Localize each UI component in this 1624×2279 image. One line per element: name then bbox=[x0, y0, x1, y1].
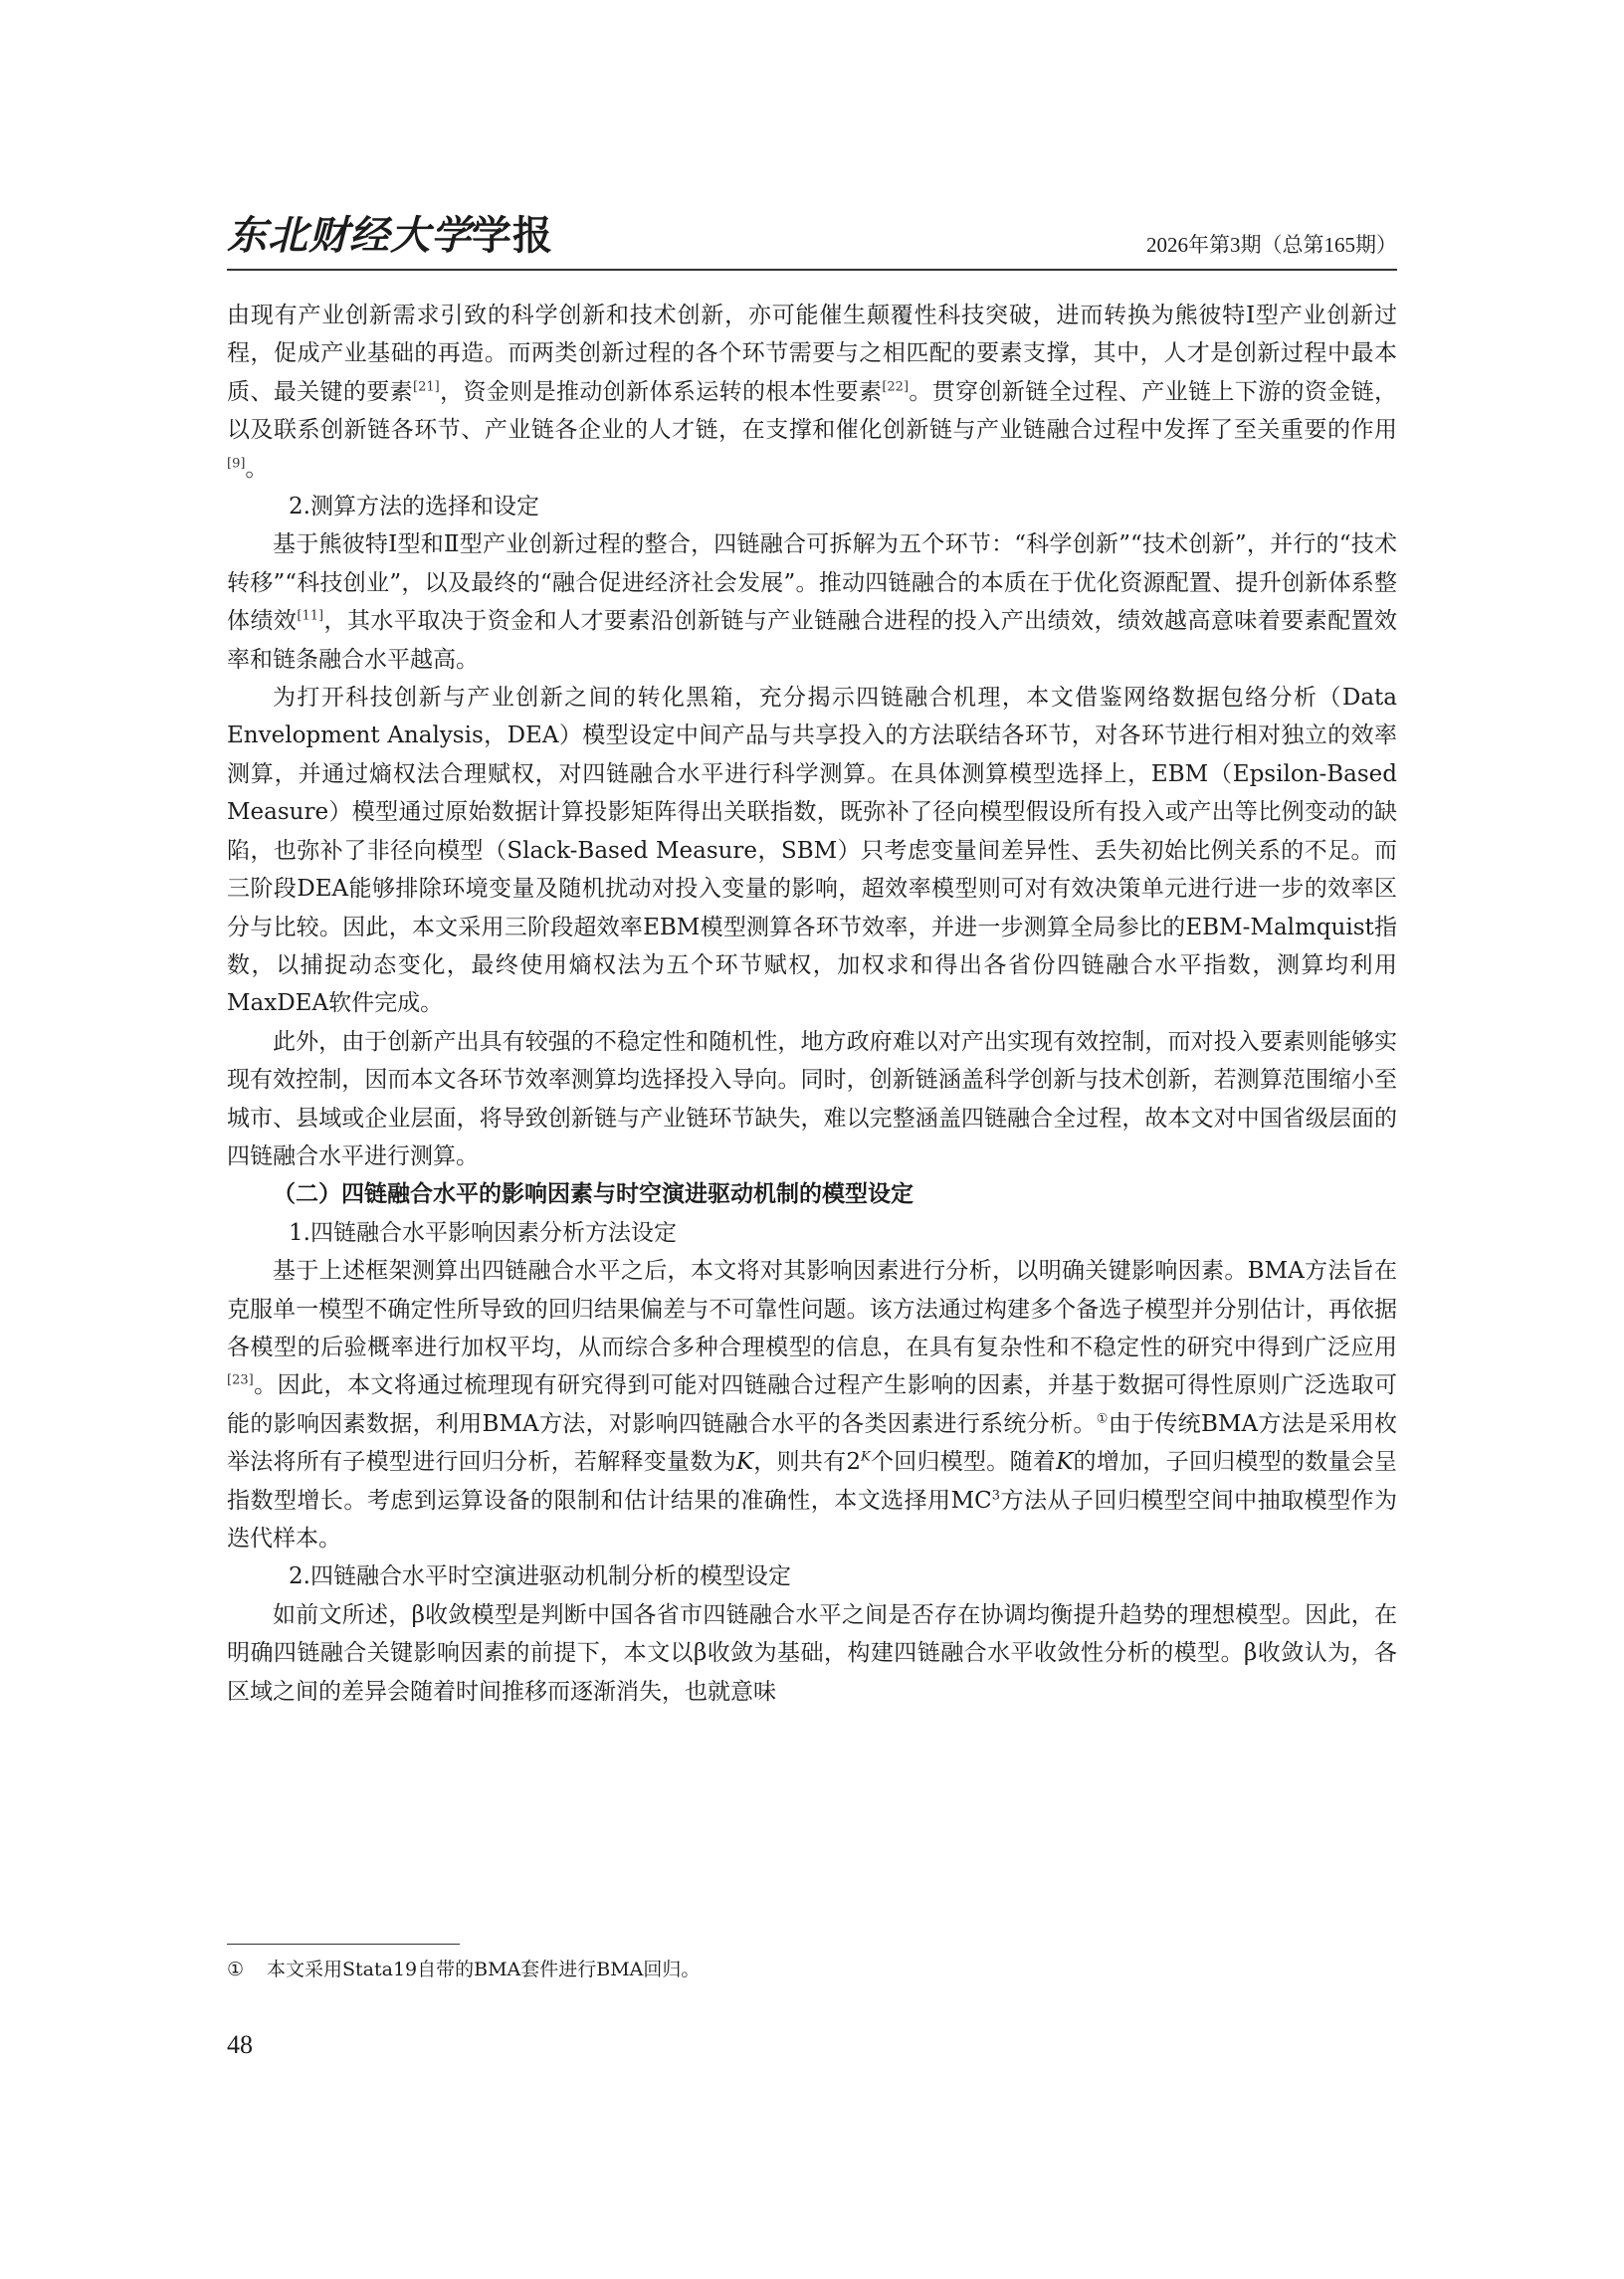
citation: [22] bbox=[882, 379, 910, 395]
article-body bbox=[227, 297, 1397, 1711]
page-header bbox=[227, 212, 1397, 271]
paragraph: 由现有产业创新需求引致的科学创新和技术创新，亦可能催生颠覆性科技突破，进而转换为熊彼特Ⅰ型产业创新过程，促成产业基础的再造。而两类创新过程的各个环节需要与之相匹配的要素支撑，其中，人才是创新过程中最本质、最关键的要素[21]，资金则是推动创新体系运转的根本性要素[22]。贯穿创新链全过程、产业链上下游的资金链，以及联系创新链各环节、产业链各企业的人才链，在支撑和催化创新链与产业链融合过程中发挥了至关重要的作用[9]。 bbox=[227, 303, 1398, 482]
journal-logo-script: 东北财经大学 bbox=[227, 212, 472, 259]
citation: [11] bbox=[297, 608, 324, 624]
journal-logo bbox=[227, 204, 553, 261]
page-number: 48 bbox=[227, 2030, 253, 2059]
journal-logo-suffix: 学报 bbox=[472, 212, 553, 259]
footnote-divider bbox=[227, 1944, 460, 1945]
citation: [21] bbox=[413, 379, 440, 395]
section-heading: （二）四链融合水平的影响因素与时空演进驱动机制的模型设定 bbox=[273, 1181, 914, 1208]
paragraph: 如前文所述，β收敛模型是判断中国各省市四链融合水平之间是否存在协调均衡提升趋势的理想模型。因此，在明确四链融合关键影响因素的前提下，本文以β收敛为基础，构建四链融合水平收敛性分析的模型。β收敛认为，各区域之间的差异会随着时间推移而逐渐消失，也就意味 bbox=[227, 1601, 1397, 1705]
citation: [23] bbox=[227, 1372, 254, 1388]
paragraph: 此外，由于创新产出具有较强的不稳定性和随机性，地方政府难以对产出实现有效控制，而对投入要素则能够实现有效控制，因而本文各环节效率测算均选择投入导向。同时，创新链涵盖科学创新与技术创新，若测算范围缩小至城市、县域或企业层面，将导致创新链与产业链环节缺失，难以完整涵盖四链融合全过程，故本文对中国省级层面的四链融合水平进行测算。 bbox=[227, 1028, 1397, 1169]
issue-info: 2026年第3期（总第165期） bbox=[1146, 233, 1397, 257]
footnote bbox=[227, 1955, 1397, 1984]
footnote-mark: ① bbox=[227, 1959, 245, 1980]
citation: [9] bbox=[227, 455, 246, 471]
footnote-text: 本文采用Stata19自带的BMA套件进行BMA回归。 bbox=[267, 1959, 701, 1980]
paragraph: 基于熊彼特Ⅰ型和Ⅱ型产业创新过程的整合，四链融合可拆解为五个环节：“科学创新”“技术创新”，并行的“技术转移”“科技创业”，以及最终的“融合促进经济社会发展”。推动四链融合的本质在于优化资源配置、提升创新体系整体绩效[11]，其水平取决于资金和人才要素沿创新链与产业链融合进程的投入产出绩效，绩效越高意味着要素配置效率和链条融合水平越高。 bbox=[227, 531, 1398, 673]
subsection-heading: 2.四链融合水平时空演进驱动机制分析的模型设定 bbox=[289, 1563, 791, 1590]
footnote-marker[interactable]: ① bbox=[1096, 1411, 1109, 1427]
subsection-heading: 1.四链融合水平影响因素分析方法设定 bbox=[289, 1219, 677, 1246]
paragraph: 为打开科技创新与产业创新之间的转化黑箱，充分揭示四链融合机理，本文借鉴网络数据包络分析（Data Envelopment Analysis，DEA）模型设定中间产品与共享投入的方法联结各环节，对各环节进行相对独立的效率测算，并通过熵权法合理赋权，对四链融合水平进行科学测算。在具体测算模型选择上，EBM（Epsilon-Based Measure）模型通过原始数据计算投影矩阵得出关联指数，既弥补了径向模型假设所有投入或产出等比例变动的缺陷，也弥补了非径向模型（Slack-Based Measure，SBM）只考虑变量间差异性、丢失初始比例关系的不足。而三阶段DEA能够排除环境变量及随机扰动对投入变量的影响，超效率模型则可对有效决策单元进行进一步的效率区分与比较。因此，本文采用三阶段超效率EBM模型测算各环节效率，并进一步测算全局参比的EBM-Malmquist指数，以捕捉动态变化，最终使用熵权法为五个环节赋权，加权求和得出各省份四链融合水平指数，测算均利用MaxDEA软件完成。 bbox=[227, 685, 1397, 1017]
paragraph: 基于上述框架测算出四链融合水平之后，本文将对其影响因素进行分析，以明确关键影响因素。BMA方法旨在克服单一模型不确定性所导致的回归结果偏差与不可靠性问题。该方法通过构建多个备选子模型并分别估计，再依据各模型的后验概率进行加权平均，从而综合多种合理模型的信息，在具有复杂性和不稳定性的研究中得到广泛应用[23]。因此，本文将通过梳理现有研究得到可能对四链融合过程产生影响的因素，并基于数据可得性原则广泛选取可能的影响因素数据，利用BMA方法，对影响四链融合水平的各类因素进行系统分析。①由于传统BMA方法是采用枚举法将所有子模型进行回归分析，若解释变量数为K，则共有2$^K$个回归模型。随着K的增加，子回归模型的数量会呈指数型增长。考虑到运算设备的限制和估计结果的准确性，本文选择用MC$^3$方法从子回归模型空间中抽取模型作为迭代样本。 bbox=[227, 1258, 1398, 1552]
subsection-heading: 2.测算方法的选择和设定 bbox=[289, 494, 539, 520]
